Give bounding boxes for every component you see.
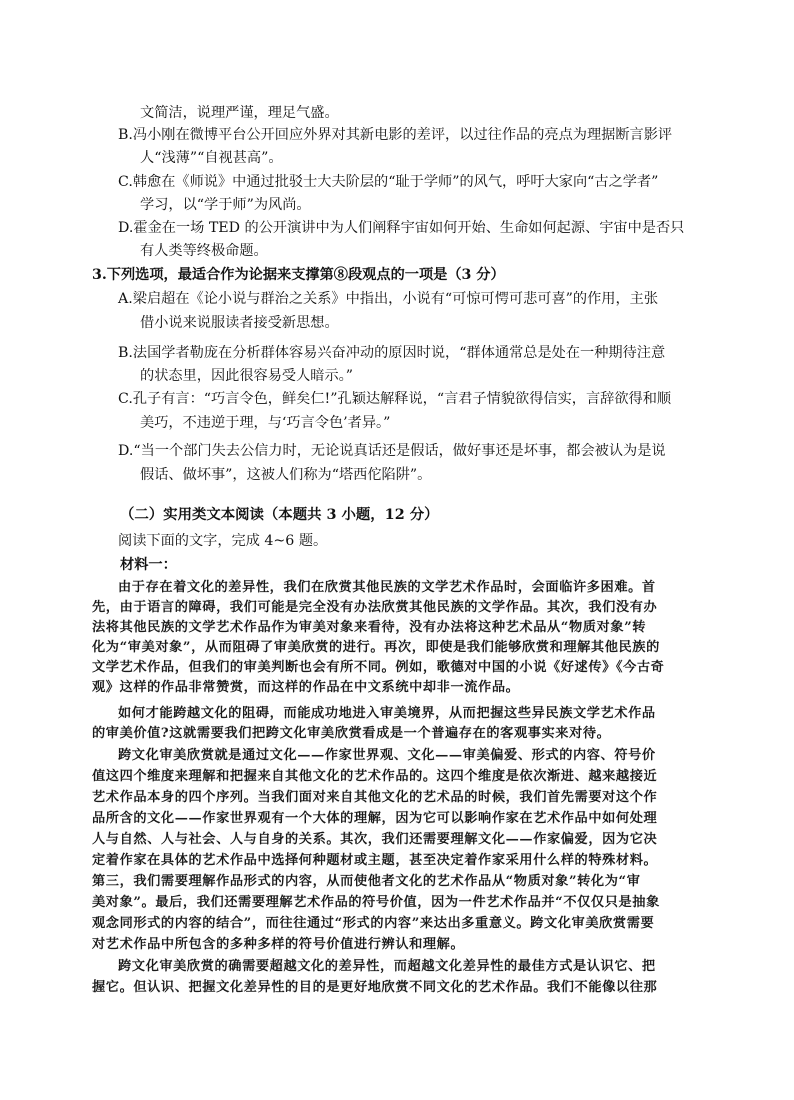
q2-option-a-tail: 文简洁，说理严谨，理足气盛。 bbox=[140, 105, 339, 121]
q3-option-b-line2: 的状态里，因此很容易受人暗示。” bbox=[140, 368, 353, 384]
q2-option-b-line2: 人“浅薄”“自视甚高”。 bbox=[140, 150, 283, 166]
passage-line: 握它。但认识、把握文化差异性的目的是更好地欣赏不同文化的艺术作品。我们不能像以往那 bbox=[92, 980, 658, 995]
q3-option-a-line2: 借小说来说服读者接受新思想。 bbox=[140, 315, 339, 331]
q3-option-d-line1: D.“当一个部门失去公信力时，无论说真话还是假话，做好事还是坏事，都会被认为是说 bbox=[118, 443, 666, 459]
passage-line: 第三，我们需要理解作品形式的内容，从而使他者文化的艺术作品从“物质对象”转化为“审 bbox=[92, 874, 641, 889]
passage-line: 如何才能跨越文化的阻碍，而能成功地进入审美境界，从而把握这些异民族文学艺术作品 bbox=[118, 706, 656, 721]
q2-option-d-line1: D.霍金在一场 TED 的公开演讲中为人们阐释宇宙如何开始、生命如何起源、宇宙中是否只 bbox=[118, 220, 685, 236]
q2-option-d-line2: 有人类等终极命题。 bbox=[140, 243, 268, 259]
q3-option-c-line2: 美巧，不违逆于理，与‘巧言令色’者异。” bbox=[140, 415, 391, 431]
q2-option-c-line2: 学习，以“学于师”为风尚。 bbox=[140, 197, 311, 213]
passage-line: 化为“审美对象”，从而阻碍了审美欣赏的进行。再次，即使是我们能够欣赏和理解其他民族的 bbox=[92, 640, 660, 655]
passage-line: 跨文化审美欣赏的确需要超越文化的差异性，而超越文化差异性的最佳方式是认识它、把 bbox=[118, 959, 656, 974]
passage-line: 观》这样的作品非常赞赏，而这样的作品在中文系统中却非一流作品。 bbox=[92, 680, 520, 695]
passage-line: 观念同形式的内容的结合”，而往往通过“形式的内容”来达出多重意义。跨文化审美欣赏需要 bbox=[92, 916, 655, 931]
section-instruction: 阅读下面的文字，完成 4~6 题。 bbox=[118, 533, 328, 549]
passage-line: 文学艺术作品，但我们的审美判断也会有所不同。例如，歌德对中国的小说《好逑传》《今古奇 bbox=[92, 660, 665, 675]
q2-option-b-line1: B.冯小刚在微博平台公开回应外界对其新电影的差评，以过往作品的亮点为理据断言影评 bbox=[118, 127, 673, 143]
passage-line: 法将其他民族的文学艺术作品作为审美对象来看待，没有办法将这种艺术品从“物质对象”转 bbox=[92, 620, 647, 635]
q3-option-b-line1: B.法国学者勒庞在分析群体容易兴奋冲动的原因时说，“群体通常总是处在一种期待注意 bbox=[118, 345, 666, 361]
q3-option-c-line1: C.孔子有言：“巧言令色，鲜矣仁!”孔颖达解释说，“言君子情貌欲得信实，言辞欲得和顺 bbox=[118, 391, 672, 407]
material-label: 材料一： bbox=[120, 557, 177, 573]
q3-option-d-line2: 假话、做坏事”，这被人们称为“塔西佗陷阱”。 bbox=[140, 467, 432, 483]
passage-line: 人与自然、人与社会、人与自身的关系。其次，我们还需要理解文化——作家偏爱，因为它决 bbox=[92, 832, 658, 847]
passage-line: 品所含的文化——作家世界观有一个大体的理解，因为它可以影响作家在艺术作品中如何处理 bbox=[92, 811, 658, 826]
passage-line: 跨文化审美欣赏就是通过文化——作家世界观、文化——审美偏爱、形式的内容、符号价 bbox=[118, 748, 656, 763]
passage-line: 值这四个维度来理解和把握来自其他文化的艺术作品的。这四个维度是依次渐进、越来越接近 bbox=[92, 769, 658, 784]
passage-line: 美对象”。最后，我们还需要理解艺术作品的符号价值，因为一件艺术作品并“不仅仅只是抽象 bbox=[92, 895, 660, 910]
passage-line: 由于存在着文化的差异性，我们在欣赏其他民族的文学艺术作品时，会面临许多困难。首 bbox=[118, 580, 656, 595]
passage-line: 的审美价值?这就需要我们把跨文化审美欣赏看成是一个普遍存在的客观事实来对待。 bbox=[92, 726, 611, 741]
q3-option-a-line1: A.梁启超在《论小说与群治之关系》中指出，小说有“可惊可愕可悲可喜”的作用，主张 bbox=[118, 291, 659, 307]
passage-line: 艺术作品本身的四个序列。当我们面对来自其他文化的艺术品的时候，我们首先需要对这个作 bbox=[92, 790, 658, 805]
passage-line: 定着作家在具体的艺术作品中选择何种题材或主题，甚至决定着作家采用什么样的特殊材料。 bbox=[92, 853, 658, 868]
q3-stem: 3.下列选项，最适合作为论据来支撑第⑧段观点的一项是（3 分） bbox=[92, 267, 505, 283]
passage-line: 对艺术作品中所包含的多种多样的符号价值进行辨认和理解。 bbox=[92, 937, 465, 952]
q2-option-c-line1: C.韩愈在《师说》中通过批驳士大夫阶层的“耻于学师”的风气，呼吁大家向“古之学者” bbox=[118, 174, 659, 190]
section-heading: （二）实用类文本阅读（本题共 3 小题，12 分） bbox=[120, 506, 439, 523]
passage-line: 先，由于语言的障碍，我们可能是完全没有办法欣赏其他民族的文学作品。其次，我们没有办 bbox=[92, 600, 658, 615]
